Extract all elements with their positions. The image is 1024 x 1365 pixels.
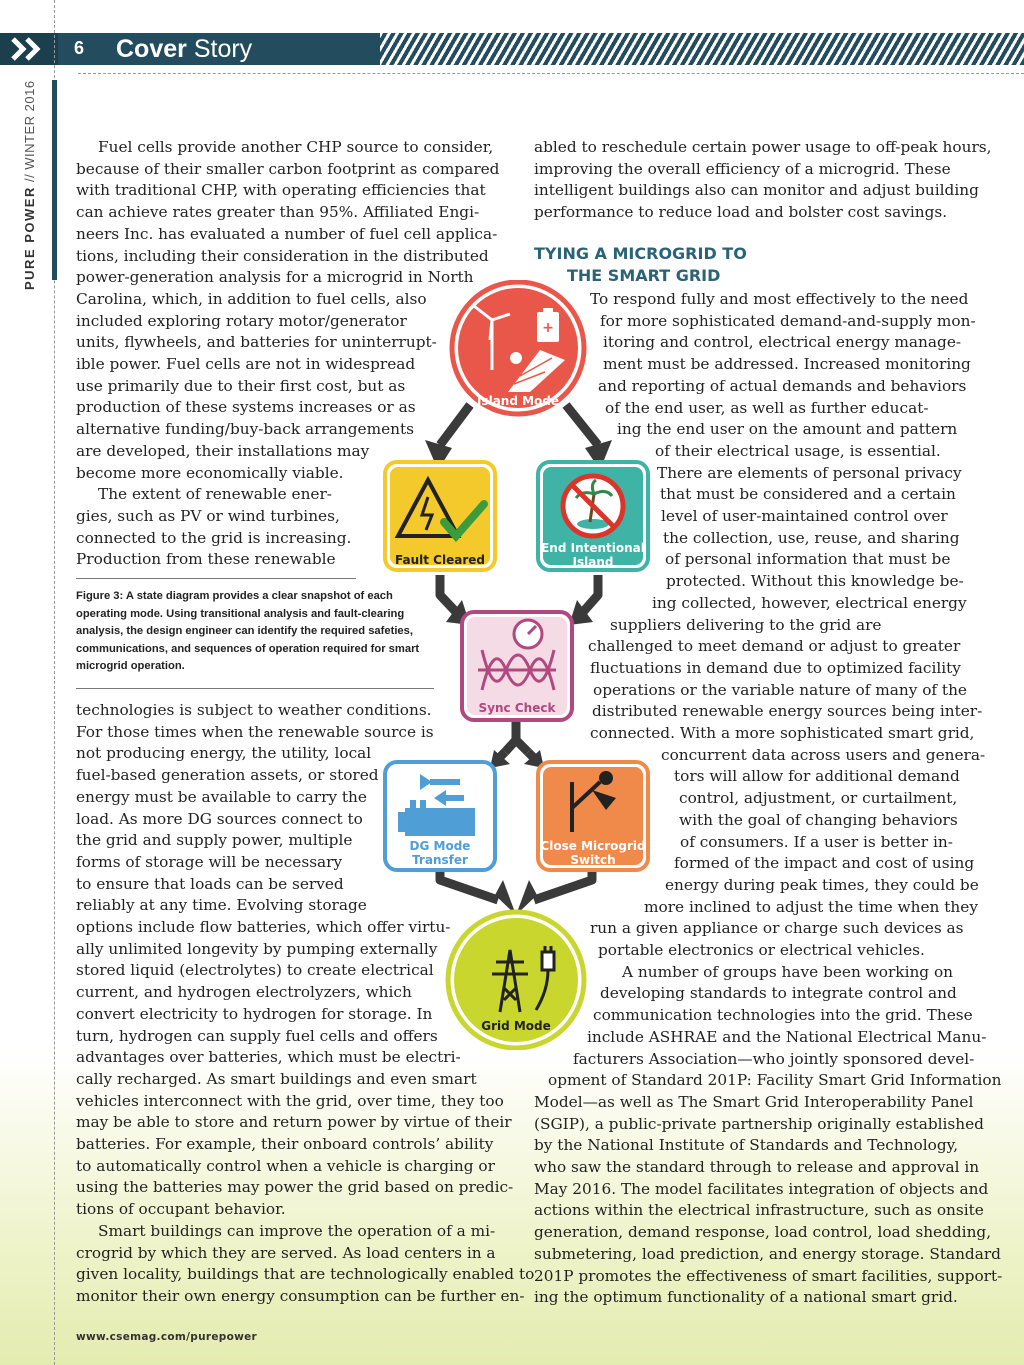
right-text-line: ing the end user on the amount and pattern: [617, 420, 958, 439]
magazine-name: PURE POWER: [22, 186, 37, 290]
left-text-line: gies, such as PV or wind turbines,: [76, 506, 340, 525]
right-text-line: suppliers delivering to the grid are: [610, 615, 882, 634]
right-text-line: generation, demand response, load control, load shedding,: [534, 1223, 992, 1242]
left-text-line: Smart buildings can improve the operation of a mi-: [98, 1221, 496, 1240]
left-text-line: For those times when the renewable source is: [76, 722, 434, 741]
left-text-line: Production from these renewable: [76, 550, 336, 569]
left-text-line: neers Inc. has evaluated a number of fuel cell applica-: [76, 224, 498, 243]
figure-caption: Figure 3: A state diagram provides a clear snapshot of each operating mode. Using transitional analysis and fault-clearing analysis, the design engineer can identify the required safeties, communications, and sequences of operation required for smart microgrid operation.: [76, 590, 420, 673]
left-text-line: the grid and supply power, multiple: [76, 831, 353, 850]
left-text-line: cally recharged. As smart buildings and even smart: [76, 1069, 477, 1088]
left-text-line: convert electricity to hydrogen for storage. In: [76, 1004, 433, 1023]
left-text-line: ally unlimited longevity by pumping externally: [76, 939, 438, 958]
svg-text:+: +: [542, 320, 554, 336]
right-text-line: who saw the standard through to release and approval in: [534, 1158, 980, 1176]
right-text-line: performance to reduce load and bolster cost savings.: [534, 203, 948, 222]
footer-url: www.csemag.com/purepower: [76, 1331, 257, 1343]
left-text-line: vehicles interconnect with the grid, over time, they too: [76, 1091, 504, 1110]
left-text-line: to ensure that loads can be served: [76, 874, 344, 893]
left-text-line: technologies is subject to weather conditions.: [76, 701, 432, 719]
right-text-line: of their electrical usage, is essential.: [655, 441, 941, 460]
left-text-line: energy must be available to carry the: [76, 787, 367, 806]
right-text-line: improving the overall efficiency of a microgrid. These: [534, 159, 951, 178]
left-text-line: because of their smaller carbon footprint as compared: [76, 159, 500, 178]
left-text-line: turn, hydrogen can supply fuel cells and offers: [76, 1026, 438, 1045]
close-switch-label-1: Close Microgrid: [540, 839, 646, 853]
left-text-line: batteries. For example, their onboard controls’ ability: [76, 1135, 494, 1153]
left-text-line: with traditional CHP, with operating efficiencies that: [76, 181, 486, 200]
right-text-line: fluctuations in demand due to optimized facility: [590, 658, 961, 677]
right-text-line: of personal information that must be: [665, 550, 951, 569]
left-text-line: ible power. Fuel cells are not in widespread: [76, 355, 416, 373]
right-text-line: facturers Association—who jointly sponsored devel-: [573, 1049, 975, 1068]
left-text-line: given locality, buildings that are technologically enabled to: [76, 1265, 535, 1284]
right-text-line: level of user-maintained control over: [661, 507, 948, 525]
right-text-line: submetering, load prediction, and energy storage. Standard: [534, 1244, 1001, 1263]
magazine-side-label: [22, 80, 37, 290]
left-text-line: may be able to store and return power by virtue of their: [76, 1113, 512, 1132]
right-text-line: To respond fully and most effectively to the need: [590, 290, 969, 308]
right-text-line: intelligent buildings also can monitor and adjust building: [534, 181, 979, 200]
dg-mode-label-1: DG Mode: [409, 839, 471, 853]
left-text-line: connected to the grid is increasing.: [76, 528, 352, 547]
right-text-line: ment must be addressed. Increased monitoring: [603, 355, 971, 374]
left-text-line: alternative funding/buy-back arrangements: [76, 420, 414, 439]
right-text-line: Model—as well as The Smart Grid Interoperability Panel: [534, 1092, 974, 1111]
left-text-line: become more economically viable.: [76, 463, 344, 482]
right-text-line: abled to reschedule certain power usage to off-peak hours,: [534, 138, 992, 156]
left-text-line: current, and hydrogen electrolyzers, which: [76, 983, 412, 1002]
left-text-line: power-generation analysis for a microgrid in North: [76, 268, 474, 287]
side-accent-bar: [52, 80, 57, 280]
subhead-line-1: TYING A MICROGRID TO: [534, 244, 747, 263]
right-text-line: operations or the variable nature of many of the: [593, 680, 967, 699]
left-text-line: Fuel cells provide another CHP source to consider,: [98, 138, 494, 156]
right-text-line: include ASHRAE and the National Electrical Manu-: [587, 1027, 987, 1046]
gauge-icon: [514, 620, 542, 648]
right-text-line: A number of groups have been working on: [622, 962, 954, 981]
section-title-light: Story: [193, 35, 253, 63]
close-switch-label-2: Switch: [570, 853, 616, 867]
right-text-line: connected. With a more sophisticated smart grid,: [590, 724, 975, 742]
right-text-line: ing the optimum functionality of a national smart grid.: [534, 1288, 958, 1307]
left-text-line: fuel-based generation assets, or stored: [76, 766, 379, 785]
fault-cleared-node: [385, 462, 495, 570]
dg-mode-node: [385, 762, 495, 870]
right-text-line: protected. Without this knowledge be-: [666, 572, 964, 591]
grid-mode-node: [448, 912, 584, 1048]
fault-cleared-label: Fault Cleared: [395, 553, 485, 567]
header-hatch: [380, 33, 1024, 65]
close-switch-node: [538, 762, 648, 870]
page-number: 6: [74, 38, 85, 58]
right-text-line: concurrent data across users and genera-: [661, 745, 986, 764]
chevron-icon: [0, 33, 58, 65]
right-text-line: tors will allow for additional demand: [674, 767, 960, 786]
right-text-line: communication technologies into the grid. These: [593, 1006, 973, 1025]
no-island-icon: [563, 476, 623, 536]
subhead-line-2: THE SMART GRID: [567, 266, 721, 285]
left-text-line: are developed, their installations may: [76, 441, 370, 460]
top-divider: [78, 73, 1024, 74]
right-text-line: portable electronics or electrical vehicles.: [598, 941, 925, 959]
left-text-line: can achieve rates greater than 95%. Affiliated Engi-: [76, 203, 480, 222]
right-text-line: of the end user, as well as further educat-: [605, 398, 929, 417]
right-text-line: ing collected, however, electrical energy: [652, 593, 967, 612]
island-mode-node: [452, 282, 584, 414]
end-island-label-2: Island: [572, 555, 614, 569]
left-text-line: production of these systems increases or as: [76, 398, 416, 417]
left-text-line: units, flywheels, and batteries for uninterrupt-: [76, 333, 437, 352]
right-text-line: There are elements of personal privacy: [657, 463, 962, 482]
left-text-line: load. As more DG sources connect to: [76, 809, 363, 828]
left-text-line: tions, including their consideration in the distributed: [76, 246, 489, 265]
left-text-line: Carolina, which, in addition to fuel cells, also: [76, 289, 427, 308]
grid-mode-label: Grid Mode: [481, 1019, 551, 1033]
right-text-line: the collection, use, reuse, and sharing: [663, 528, 960, 547]
right-text-line: itoring and control, electrical energy manage-: [603, 333, 962, 352]
left-text-line: The extent of renewable ener-: [98, 485, 332, 504]
left-text-line: forms of storage will be necessary: [76, 852, 343, 871]
right-text-line: that must be considered and a certain: [660, 485, 956, 504]
right-text-line: run a given appliance or charge such devices as: [590, 919, 964, 938]
right-text-line: control, adjustment, or curtailment,: [679, 789, 958, 808]
section-title-bold: Cover: [116, 35, 187, 63]
right-text-line: 201P promotes the effectiveness of smart facilities, support-: [534, 1266, 1003, 1285]
section-title: [116, 33, 252, 65]
right-text-line: for more sophisticated demand-and-supply mon-: [600, 311, 976, 330]
right-text-line: of consumers. If a user is better in-: [680, 832, 953, 851]
right-text-line: by the National Institute of Standards and Technology,: [534, 1136, 959, 1155]
left-text-line: using the batteries may power the grid based on predic-: [76, 1178, 514, 1197]
left-text-line: use primarily due to their first cost, but as: [76, 376, 406, 395]
battery-icon: [537, 308, 559, 342]
right-text-line: (SGIP), a public-private partnership originally established: [534, 1114, 984, 1133]
left-text-line: crogrid by which they are served. As load centers in a: [76, 1243, 496, 1262]
issue-date: // WINTER 2016: [22, 80, 37, 187]
left-text-line: options include flow batteries, which offer virtu-: [76, 918, 451, 936]
right-text-line: more inclined to adjust the time when they: [644, 897, 978, 916]
right-text-line: challenged to meet demand or adjust to greater: [588, 637, 961, 656]
right-text-line: opment of Standard 201P: Facility Smart Grid Information: [548, 1071, 1002, 1090]
right-text-line: May 2016. The model facilitates integration of objects and: [534, 1179, 989, 1198]
right-text-line: developing standards to integrate control and: [600, 984, 957, 1003]
right-text-line: distributed renewable energy sources being inter-: [592, 702, 983, 721]
right-text-line: formed of the impact and cost of using: [674, 854, 975, 873]
state-diagram: [370, 280, 670, 1050]
right-text-line: and reporting of actual demands and behaviors: [598, 376, 967, 395]
left-text-line: monitor their own energy consumption can be further en-: [76, 1286, 525, 1305]
sync-check-label: Sync Check: [478, 701, 556, 715]
left-text-line: not producing energy, the utility, local: [76, 744, 372, 763]
left-text-line: tions of occupant behavior.: [76, 1200, 286, 1219]
left-text-line: to automatically control when a vehicle is charging or: [76, 1156, 495, 1175]
sync-check-node: [462, 612, 572, 720]
left-text-line: reliably at any time. Evolving storage: [76, 896, 367, 915]
end-island-label-1: End Intentional: [541, 541, 645, 555]
right-text-line: actions within the electrical infrastructure, such as onsite: [534, 1201, 984, 1220]
end-island-node: [538, 462, 648, 570]
right-text-line: with the goal of changing behaviors: [679, 810, 958, 829]
left-text-line: advantages over batteries, which must be electri-: [76, 1048, 461, 1067]
caption-rule-top: [76, 578, 356, 579]
right-text-line: energy during peak times, they could be: [665, 875, 979, 894]
island-mode-label: Island Mode: [476, 394, 560, 408]
left-text-line: included exploring rotary motor/generator: [76, 311, 407, 330]
left-text-line: stored liquid (electrolytes) to create electrical: [76, 961, 434, 980]
dg-mode-label-2: Transfer: [412, 853, 468, 867]
